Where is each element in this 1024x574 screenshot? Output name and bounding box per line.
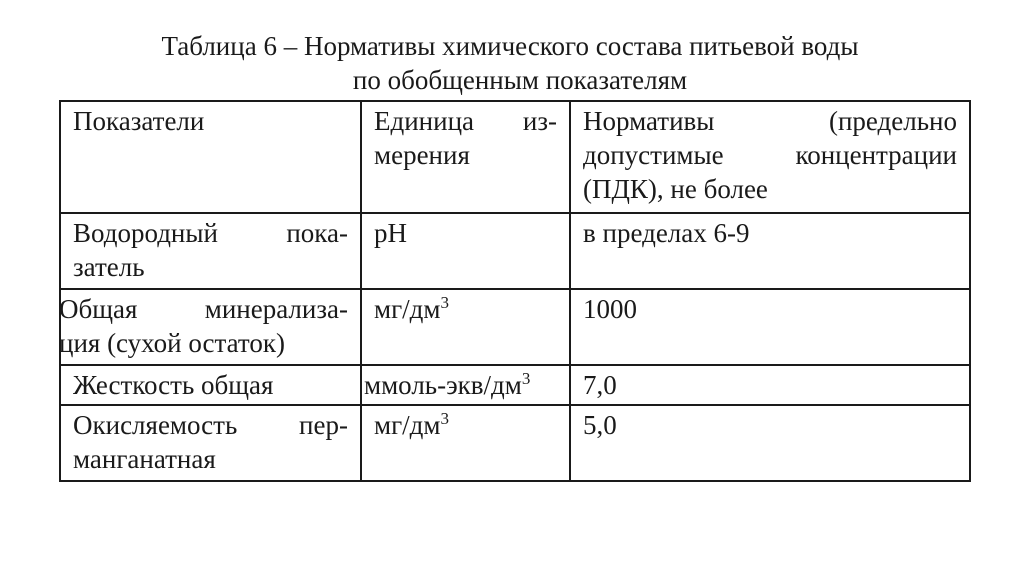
header-indicators: Показатели [60, 101, 361, 213]
row-unit: ммоль-$экв/дм^3$ [361, 365, 570, 405]
table-title-line-2: по обобщенным показателям [352, 65, 688, 95]
table-row [60, 365, 970, 405]
table-row [60, 289, 970, 365]
table-header-row [60, 101, 970, 213]
unit-superscript: 3 [521, 369, 531, 388]
header-unit: Единица из- мерения [361, 101, 570, 213]
row-name: Водородный пока- затель [60, 213, 361, 289]
row-norm: 5,0 [570, 405, 970, 481]
row-norm: 1000 [570, 289, 970, 365]
unit-superscript: 3 [440, 409, 449, 428]
row-norm: 7,0 [570, 365, 970, 405]
row-name: Жесткость общая [60, 365, 361, 405]
unit-superscript: 3 [440, 293, 449, 312]
table-row [60, 405, 970, 481]
row-name: Окисляемость пер- манганатная [60, 405, 361, 481]
row-name: Общая минерализа- ция (сухой остаток) [60, 289, 361, 365]
header-norms: Нормативы (предельно допустимые концентрации (ПДК), не более [570, 101, 970, 213]
table-title-line-1: Таблица 6 – Нормативы химического состава питьевой воды [161, 31, 859, 61]
row-unit: $мг/дм^3$ [361, 289, 570, 365]
row-unit: $мг/дм^3$ [361, 405, 570, 481]
table-row [60, 213, 970, 289]
row-unit: pH [361, 213, 570, 289]
row-norm: в пределах 6-9 [570, 213, 970, 289]
norms-table [59, 100, 971, 482]
